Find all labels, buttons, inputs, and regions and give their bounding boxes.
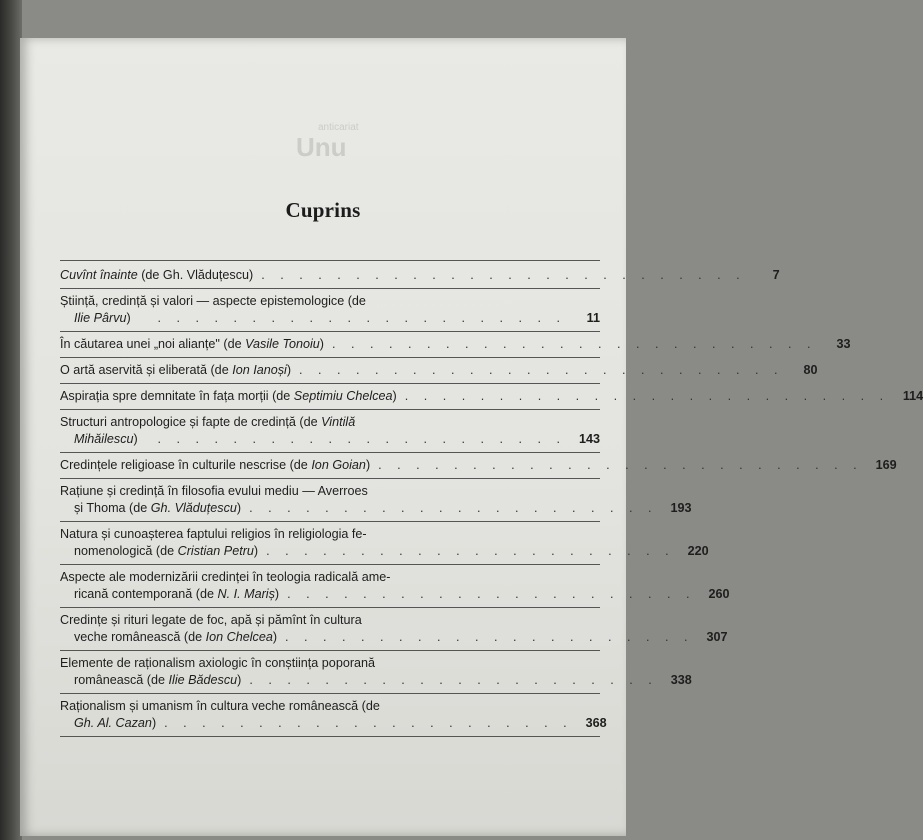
toc-leader-dots: . . . . . . . . . . . . . . . . . . . . . .: [249, 673, 658, 687]
toc-leader-dots: . . . . . . . . . . . . . . . . . . . . . . . . . .: [378, 458, 863, 472]
toc-leader-dots: . . . . . . . . . . . . . . . . . . . . . . . . . .: [261, 268, 746, 282]
toc-entry-title: [60, 388, 397, 405]
toc-entry-text: Structuri antropologice și fapte de credință (de: [60, 415, 322, 429]
page-title: Cuprins: [285, 198, 361, 222]
toc-page-number: 307: [706, 630, 728, 644]
toc-entry-title: [60, 612, 362, 629]
toc-entry: [60, 655, 692, 694]
watermark-big-text: Unu: [296, 132, 347, 162]
toc-entry-title: [60, 483, 368, 500]
toc-entry: [60, 457, 897, 479]
toc-entry: [60, 569, 730, 608]
toc-entry-text: Natura și cunoașterea faptului religios în religiologia fe-: [60, 527, 367, 541]
toc-leader-dots: . . . . . . . . . . . . . . . . . . . . . . . . . .: [332, 337, 817, 351]
toc-entry-continuation: [74, 715, 156, 732]
toc-leader-dots: . . . . . . . . . . . . . . . . . . . . . .: [266, 544, 675, 558]
toc-entry-continuation: [74, 629, 277, 646]
toc-page-number: 7: [772, 268, 780, 282]
toc-entry-text: Aspirația spre demnitate în fața morții (de: [60, 389, 294, 403]
watermark-small-text: anticariat: [318, 122, 359, 133]
toc-entry-title: [60, 414, 355, 431]
toc-entry-text: și Thoma (de: [74, 501, 151, 515]
toc-entry-title: [60, 336, 324, 353]
toc-entry-author: Septimiu Chelcea: [293, 389, 393, 403]
toc-entry-continuation: [74, 543, 258, 560]
toc-entry-author: Gh. Vlăduțescu: [150, 501, 237, 515]
toc-entry: [60, 362, 818, 384]
toc-entry-author: Ilie Bădescu: [168, 673, 238, 687]
toc-leader-dots: . . . . . . . . . . . . . . . . . . . . . .: [249, 501, 658, 515]
toc-entry: [60, 260, 780, 289]
toc-entry-title: [60, 655, 375, 672]
toc-entry-title: [60, 526, 367, 543]
toc-leader-dots: . . . . . . . . . . . . . . . . . . . . . . . . . .: [299, 363, 784, 377]
toc-entry-text: Cuvînt înainte: [60, 268, 138, 282]
toc-entry-text: Rațiune și credință în filosofia evului mediu — Averroes: [60, 484, 368, 498]
toc-entry-text: veche românească (de: [74, 630, 206, 644]
toc-entry-author: Gh. Al. Cazan: [74, 716, 152, 730]
toc-entry: [60, 414, 600, 453]
toc-leader-dots: . . . . . . . . . . . . . . . . . . . . . .: [157, 311, 566, 325]
book-page: [20, 38, 923, 836]
toc-entry-text: ricană contemporană (de: [74, 587, 218, 601]
toc-entry-text: românească (de: [74, 673, 169, 687]
watermark-logo: [278, 118, 428, 188]
toc-entry-author: Ilie Pârvu: [74, 311, 127, 325]
toc-entry-title: [60, 293, 366, 310]
toc-entry-text: Elemente de raționalism axiologic în conștiința poporană: [60, 656, 376, 670]
toc-entry-text: O artă aservită și eliberată (de: [60, 363, 233, 377]
toc-page-number: 33: [836, 337, 851, 351]
toc-page-number: 80: [803, 363, 818, 377]
toc-entry-author: N. I. Mariș: [217, 587, 275, 601]
toc-entry-text: Credințe și rituri legate de foc, apă și pămînt în cultura: [60, 613, 362, 627]
toc-entry-text: ): [365, 458, 371, 472]
toc-page-number: 260: [708, 587, 730, 601]
toc-entry-title: [60, 457, 370, 474]
toc-entry-continuation: [74, 672, 241, 689]
toc-entry-title: [60, 698, 380, 715]
toc-entry-text: Aspecte ale modernizării credinței în teologia radicală ame-: [60, 570, 391, 584]
toc-entry-author: Ion Ianoși: [232, 363, 287, 377]
toc-entry-text: ): [319, 337, 324, 351]
toc-entry-text: ): [272, 630, 278, 644]
toc-entry-title: [60, 569, 390, 586]
toc-entry-text: În căutarea unei „noi alianțe" (de: [60, 337, 246, 351]
toc-page-number: 11: [586, 311, 600, 325]
toc-entry-text: ): [392, 389, 397, 403]
toc-entry-text: nomenologică (de: [74, 544, 178, 558]
toc-entry: [60, 526, 709, 565]
toc-entry-author: Cristian Petru: [177, 544, 254, 558]
toc-page-number: 114: [902, 389, 923, 403]
toc-entry: [60, 698, 607, 737]
toc-entry-continuation: [74, 500, 241, 517]
toc-entry-text: ): [286, 363, 292, 377]
toc-leader-dots: . . . . . . . . . . . . . . . . . . . . . . . . . .: [404, 389, 890, 403]
toc-page-number: 143: [578, 432, 600, 446]
toc-page-number: 220: [687, 544, 709, 558]
toc-entry-author: Mihăilescu: [74, 432, 134, 446]
toc-entry-text: Știință, credință și valori — aspecte epistemologice (de: [60, 294, 366, 308]
toc-page-number: 169: [875, 458, 897, 472]
toc-entry-title: [60, 362, 291, 379]
toc-entry-title: [60, 267, 253, 284]
toc-entry-continuation: [74, 586, 279, 603]
toc-entry-text: Credințele religioase în culturile nescrise (de: [60, 458, 312, 472]
toc-entry-author: Vintilă: [321, 415, 356, 429]
toc-entry-text: Raționalism și umanism în cultura veche românească (de: [60, 699, 380, 713]
toc-leader-dots: . . . . . . . . . . . . . . . . . . . . . .: [157, 432, 566, 446]
toc-leader-dots: . . . . . . . . . . . . . . . . . . . . . .: [285, 630, 694, 644]
toc-entry: [60, 388, 923, 410]
toc-entry-author: Ion Chelcea: [205, 630, 273, 644]
toc-leader-dots: . . . . . . . . . . . . . . . . . . . . . .: [287, 587, 696, 601]
toc-entry-text: ): [237, 673, 242, 687]
toc-entry: [60, 612, 728, 651]
toc-leader-dots: . . . . . . . . . . . . . . . . . . . . . .: [164, 716, 573, 730]
toc-entry-continuation: [74, 431, 150, 448]
toc-entry-author: Vasile Tonoiu: [245, 337, 320, 351]
toc-entry-text: ): [151, 716, 157, 730]
toc-entry-text: ): [253, 544, 259, 558]
toc-page-number: 193: [670, 501, 692, 515]
toc-entry: [60, 293, 600, 332]
toc-entry-text: ): [126, 311, 131, 325]
toc-entry-text: (de Gh. Vlăduțescu): [137, 268, 254, 282]
toc-entry: [60, 336, 851, 358]
table-of-contents: [60, 260, 923, 741]
toc-entry-author: Ion Goian: [311, 458, 366, 472]
toc-page-number: 368: [585, 716, 607, 730]
toc-entry-text: ): [274, 587, 280, 601]
toc-entry-text: ): [236, 501, 242, 515]
book-spine-shadow: [0, 0, 22, 840]
toc-entry-text: ): [133, 432, 138, 446]
toc-page-number: 338: [670, 673, 692, 687]
toc-entry-continuation: [74, 310, 150, 327]
toc-entry: [60, 483, 692, 522]
